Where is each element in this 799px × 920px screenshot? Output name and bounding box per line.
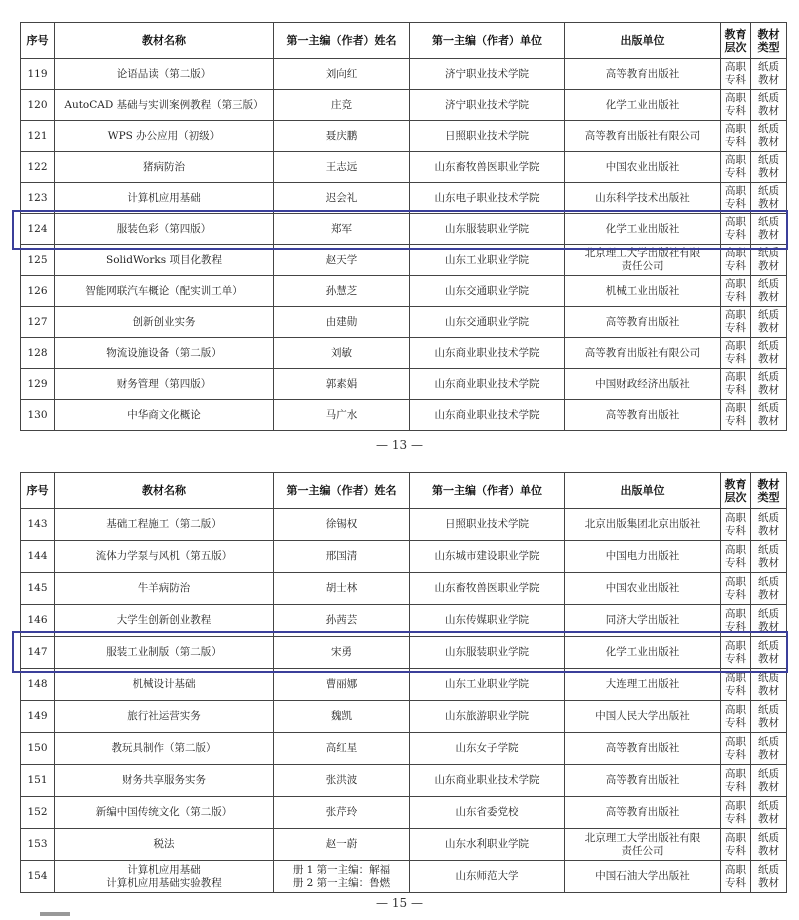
cell-publisher: 化学工业出版社 <box>565 637 721 669</box>
header-unit: 第一主编（作者）单位 <box>410 23 565 59</box>
cell-no: 147 <box>21 637 55 669</box>
cell-no: 128 <box>21 338 55 369</box>
cell-type: 纸质 教材 <box>751 90 787 121</box>
cell-author: 孙慧芝 <box>274 276 410 307</box>
cell-type: 纸质 教材 <box>751 245 787 276</box>
cell-name: 论语品读（第二版） <box>55 59 274 90</box>
cell-name: 物流设施设备（第二版） <box>55 338 274 369</box>
cell-no: 146 <box>21 605 55 637</box>
cell-name: 牛羊病防治 <box>55 573 274 605</box>
cell-level: 高职 专科 <box>721 245 751 276</box>
cell-type: 纸质 教材 <box>751 541 787 573</box>
cell-level: 高职 专科 <box>721 183 751 214</box>
cell-level: 高职 专科 <box>721 509 751 541</box>
table-row <box>21 573 787 605</box>
cell-author: 刘向红 <box>274 59 410 90</box>
cell-no: 153 <box>21 829 55 861</box>
cell-unit: 山东商业职业技术学院 <box>410 765 565 797</box>
cell-author: 郑军 <box>274 214 410 245</box>
cell-publisher: 高等教育出版社有限公司 <box>565 121 721 152</box>
cell-level: 高职 专科 <box>721 276 751 307</box>
cell-level: 高职 专科 <box>721 90 751 121</box>
cell-type: 纸质 教材 <box>751 509 787 541</box>
cell-name: 旅行社运营实务 <box>55 701 274 733</box>
cell-author: 聂庆鹏 <box>274 121 410 152</box>
table-header-row <box>21 23 787 59</box>
cell-publisher: 同济大学出版社 <box>565 605 721 637</box>
cell-name: 教玩具制作（第二版） <box>55 733 274 765</box>
table-row <box>21 245 787 276</box>
cell-unit: 山东师范大学 <box>410 861 565 893</box>
header-no: 序号 <box>21 473 55 509</box>
table-page-13 <box>20 22 787 431</box>
header-publisher: 出版单位 <box>565 23 721 59</box>
cell-author: 郭素娟 <box>274 369 410 400</box>
table-row <box>21 733 787 765</box>
cell-unit: 山东城市建设职业学院 <box>410 541 565 573</box>
cell-author: 徐锡权 <box>274 509 410 541</box>
cell-unit: 山东交通职业学院 <box>410 307 565 338</box>
table-page-15 <box>20 472 787 893</box>
table-row <box>21 669 787 701</box>
header-no: 序号 <box>21 23 55 59</box>
table-row <box>21 338 787 369</box>
cell-author: 高红星 <box>274 733 410 765</box>
header-publisher: 出版单位 <box>565 473 721 509</box>
cell-no: 120 <box>21 90 55 121</box>
cell-unit: 山东交通职业学院 <box>410 276 565 307</box>
cell-level: 高职 专科 <box>721 152 751 183</box>
cell-publisher: 高等教育出版社 <box>565 307 721 338</box>
cell-no: 150 <box>21 733 55 765</box>
table-row <box>21 214 787 245</box>
cell-author: 张芹玲 <box>274 797 410 829</box>
cell-name: 财务共享服务实务 <box>55 765 274 797</box>
cell-publisher: 高等教育出版社 <box>565 733 721 765</box>
footer-mark <box>40 912 70 916</box>
cell-type: 纸质 教材 <box>751 400 787 431</box>
page-number-15: — 15 — <box>376 896 423 910</box>
cell-name: 大学生创新创业教程 <box>55 605 274 637</box>
cell-no: 151 <box>21 765 55 797</box>
header-author: 第一主编（作者）姓名 <box>274 473 410 509</box>
cell-author: 孙茜芸 <box>274 605 410 637</box>
cell-name: 猪病防治 <box>55 152 274 183</box>
cell-name: 新编中国传统文化（第二版） <box>55 797 274 829</box>
cell-publisher: 大连理工出版社 <box>565 669 721 701</box>
cell-no: 123 <box>21 183 55 214</box>
cell-publisher: 中国人民大学出版社 <box>565 701 721 733</box>
cell-name: 服装工业制版（第二版） <box>55 637 274 669</box>
cell-no: 124 <box>21 214 55 245</box>
header-level: 教育层次 <box>721 473 751 509</box>
cell-level: 高职 专科 <box>721 121 751 152</box>
cell-no: 145 <box>21 573 55 605</box>
cell-type: 纸质 教材 <box>751 861 787 893</box>
cell-level: 高职 专科 <box>721 541 751 573</box>
cell-author: 宋勇 <box>274 637 410 669</box>
cell-unit: 山东服装职业学院 <box>410 214 565 245</box>
cell-type: 纸质 教材 <box>751 338 787 369</box>
cell-publisher: 北京理工大学出版社有限 责任公司 <box>565 245 721 276</box>
cell-publisher: 高等教育出版社 <box>565 400 721 431</box>
cell-unit: 日照职业技术学院 <box>410 509 565 541</box>
cell-publisher: 高等教育出版社有限公司 <box>565 338 721 369</box>
table-row <box>21 152 787 183</box>
cell-unit: 山东商业职业技术学院 <box>410 369 565 400</box>
cell-level: 高职 专科 <box>721 765 751 797</box>
cell-level: 高职 专科 <box>721 400 751 431</box>
cell-unit: 山东畜牧兽医职业学院 <box>410 152 565 183</box>
cell-publisher: 高等教育出版社 <box>565 797 721 829</box>
cell-publisher: 高等教育出版社 <box>565 59 721 90</box>
page-number-13: — 13 — <box>376 438 423 452</box>
cell-author: 赵天学 <box>274 245 410 276</box>
cell-level: 高职 专科 <box>721 829 751 861</box>
cell-publisher: 中国电力出版社 <box>565 541 721 573</box>
cell-no: 154 <box>21 861 55 893</box>
cell-author: 张洪波 <box>274 765 410 797</box>
cell-no: 126 <box>21 276 55 307</box>
cell-author: 赵一蔚 <box>274 829 410 861</box>
cell-type: 纸质 教材 <box>751 152 787 183</box>
cell-name: 流体力学泵与风机（第五版） <box>55 541 274 573</box>
table-row <box>21 59 787 90</box>
cell-unit: 济宁职业技术学院 <box>410 59 565 90</box>
cell-name: 计算机应用基础 计算机应用基础实验教程 <box>55 861 274 893</box>
cell-type: 纸质 教材 <box>751 276 787 307</box>
cell-unit: 山东畜牧兽医职业学院 <box>410 573 565 605</box>
cell-type: 纸质 教材 <box>751 829 787 861</box>
cell-publisher: 北京出版集团北京出版社 <box>565 509 721 541</box>
cell-type: 纸质 教材 <box>751 369 787 400</box>
cell-level: 高职 专科 <box>721 307 751 338</box>
cell-name: 财务管理（第四版） <box>55 369 274 400</box>
cell-type: 纸质 教材 <box>751 214 787 245</box>
cell-level: 高职 专科 <box>721 861 751 893</box>
cell-publisher: 中国农业出版社 <box>565 573 721 605</box>
cell-author: 魏凯 <box>274 701 410 733</box>
cell-author: 册 1 第一主编：解福 册 2 第一主编：鲁燃 <box>274 861 410 893</box>
cell-level: 高职 专科 <box>721 214 751 245</box>
cell-unit: 山东电子职业技术学院 <box>410 183 565 214</box>
cell-publisher: 北京理工大学出版社有限 责任公司 <box>565 829 721 861</box>
cell-no: 149 <box>21 701 55 733</box>
table-row <box>21 400 787 431</box>
cell-name: 中华商文化概论 <box>55 400 274 431</box>
cell-no: 130 <box>21 400 55 431</box>
cell-no: 122 <box>21 152 55 183</box>
cell-publisher: 中国农业出版社 <box>565 152 721 183</box>
cell-level: 高职 专科 <box>721 338 751 369</box>
table-row <box>21 121 787 152</box>
header-author: 第一主编（作者）姓名 <box>274 23 410 59</box>
cell-type: 纸质 教材 <box>751 605 787 637</box>
cell-no: 125 <box>21 245 55 276</box>
cell-unit: 山东工业职业学院 <box>410 669 565 701</box>
cell-level: 高职 专科 <box>721 605 751 637</box>
cell-unit: 山东服装职业学院 <box>410 637 565 669</box>
table-row <box>21 765 787 797</box>
cell-no: 129 <box>21 369 55 400</box>
table-row <box>21 637 787 669</box>
header-name: 教材名称 <box>55 473 274 509</box>
table-row <box>21 541 787 573</box>
cell-name: 基础工程施工（第二版） <box>55 509 274 541</box>
cell-level: 高职 专科 <box>721 733 751 765</box>
cell-unit: 山东水利职业学院 <box>410 829 565 861</box>
cell-no: 121 <box>21 121 55 152</box>
cell-type: 纸质 教材 <box>751 669 787 701</box>
cell-unit: 山东女子学院 <box>410 733 565 765</box>
cell-type: 纸质 教材 <box>751 59 787 90</box>
cell-type: 纸质 教材 <box>751 733 787 765</box>
cell-no: 127 <box>21 307 55 338</box>
cell-name: 税法 <box>55 829 274 861</box>
header-unit: 第一主编（作者）单位 <box>410 473 565 509</box>
cell-no: 119 <box>21 59 55 90</box>
cell-type: 纸质 教材 <box>751 637 787 669</box>
cell-level: 高职 专科 <box>721 797 751 829</box>
cell-name: 创新创业实务 <box>55 307 274 338</box>
cell-publisher: 化学工业出版社 <box>565 90 721 121</box>
cell-type: 纸质 教材 <box>751 307 787 338</box>
table-row <box>21 307 787 338</box>
cell-name: 计算机应用基础 <box>55 183 274 214</box>
table-row <box>21 509 787 541</box>
cell-type: 纸质 教材 <box>751 701 787 733</box>
table-header-row <box>21 473 787 509</box>
cell-author: 迟会礼 <box>274 183 410 214</box>
cell-name: 服装色彩（第四版） <box>55 214 274 245</box>
table-row <box>21 276 787 307</box>
cell-type: 纸质 教材 <box>751 573 787 605</box>
cell-unit: 山东省委党校 <box>410 797 565 829</box>
cell-unit: 济宁职业技术学院 <box>410 90 565 121</box>
cell-unit: 山东商业职业技术学院 <box>410 338 565 369</box>
cell-unit: 山东工业职业学院 <box>410 245 565 276</box>
cell-name: SolidWorks 项目化教程 <box>55 245 274 276</box>
cell-type: 纸质 教材 <box>751 765 787 797</box>
cell-level: 高职 专科 <box>721 669 751 701</box>
table-row <box>21 90 787 121</box>
cell-level: 高职 专科 <box>721 637 751 669</box>
table-row <box>21 861 787 893</box>
table-row <box>21 797 787 829</box>
cell-level: 高职 专科 <box>721 701 751 733</box>
table-row <box>21 829 787 861</box>
cell-author: 庄竞 <box>274 90 410 121</box>
cell-author: 邢国清 <box>274 541 410 573</box>
cell-publisher: 中国石油大学出版社 <box>565 861 721 893</box>
cell-no: 143 <box>21 509 55 541</box>
cell-name: 智能网联汽车概论（配实训工单） <box>55 276 274 307</box>
cell-level: 高职 专科 <box>721 573 751 605</box>
cell-publisher: 中国财政经济出版社 <box>565 369 721 400</box>
cell-author: 王志远 <box>274 152 410 183</box>
header-level: 教育层次 <box>721 23 751 59</box>
table-row <box>21 369 787 400</box>
cell-level: 高职 专科 <box>721 369 751 400</box>
cell-type: 纸质 教材 <box>751 183 787 214</box>
cell-unit: 日照职业技术学院 <box>410 121 565 152</box>
cell-publisher: 山东科学技术出版社 <box>565 183 721 214</box>
cell-publisher: 高等教育出版社 <box>565 765 721 797</box>
cell-type: 纸质 教材 <box>751 797 787 829</box>
cell-author: 马广水 <box>274 400 410 431</box>
cell-no: 148 <box>21 669 55 701</box>
table-row <box>21 701 787 733</box>
cell-publisher: 化学工业出版社 <box>565 214 721 245</box>
cell-unit: 山东传媒职业学院 <box>410 605 565 637</box>
table-row <box>21 605 787 637</box>
cell-name: 机械设计基础 <box>55 669 274 701</box>
cell-publisher: 机械工业出版社 <box>565 276 721 307</box>
cell-unit: 山东旅游职业学院 <box>410 701 565 733</box>
cell-author: 由建勋 <box>274 307 410 338</box>
cell-author: 胡士林 <box>274 573 410 605</box>
header-type: 教材类型 <box>751 23 787 59</box>
cell-level: 高职 专科 <box>721 59 751 90</box>
cell-no: 152 <box>21 797 55 829</box>
cell-no: 144 <box>21 541 55 573</box>
table-row <box>21 183 787 214</box>
cell-unit: 山东商业职业技术学院 <box>410 400 565 431</box>
cell-type: 纸质 教材 <box>751 121 787 152</box>
cell-name: AutoCAD 基础与实训案例教程（第三版） <box>55 90 274 121</box>
cell-name: WPS 办公应用（初级） <box>55 121 274 152</box>
cell-author: 刘敏 <box>274 338 410 369</box>
cell-author: 曹丽娜 <box>274 669 410 701</box>
header-name: 教材名称 <box>55 23 274 59</box>
header-type: 教材 类型 <box>751 473 787 509</box>
